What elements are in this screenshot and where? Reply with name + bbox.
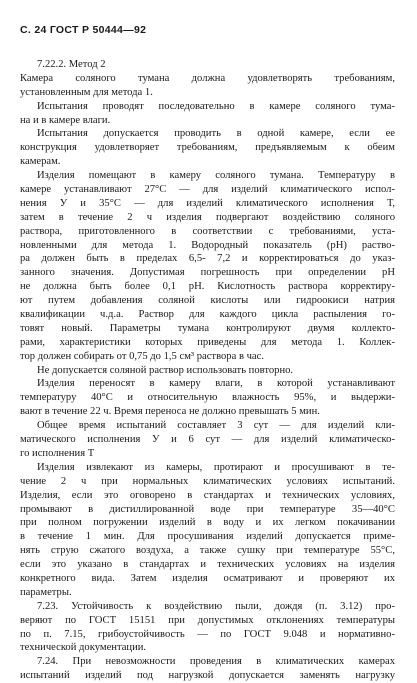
text-line: при полном погружении изделий в воду и их легком покачивании <box>20 517 395 529</box>
text-line: 7.23. Устойчивость к воздействию пыли, дождя (п. 3.12) про- <box>37 600 395 612</box>
text-line: вают в течение 22 ч. Время переноса не должно превышать 5 мин. <box>20 406 320 418</box>
text-line: занного значения. Допустимая погрешность при определении pH <box>20 267 395 279</box>
text-line: по п. 7.15, грибоустойчивость — по ГОСТ 9.048 и нормативно- <box>20 628 395 640</box>
text-line: не должна быть более 0,1 pH. Кислотность раствора корректиру- <box>20 281 395 293</box>
text-line: веряют по ГОСТ 15151 при допустимых отклонениях температуры <box>20 614 395 626</box>
text-line: Камера соляного тумана должна удовлетворять требованиям, <box>20 72 395 84</box>
text-line: чение 2 ч при нормальных климатических условиях испытаний. <box>20 475 395 487</box>
text-line: параметры. <box>20 586 72 598</box>
text-line: конструкция удовлетворяет требованиям, предъявляемым к обеим <box>20 142 395 154</box>
text-line: конкретного вида. Затем изделия осматривают и проверяют их <box>20 572 395 584</box>
text-line: новленными для метода 1. Водородный показатель (pH) раство- <box>20 239 395 251</box>
text-line: нения У и 35°С — для изделий климатического исполнения Т, <box>20 197 395 209</box>
text-line: Изделия, если это оговорено в стандартах и технических условиях, <box>20 489 395 501</box>
text-line: товят новый. Параметры тумана контролируют двумя коллекто- <box>20 322 395 334</box>
text-line: камерам. <box>20 156 61 168</box>
text-line: 7.24. При невозможности проведения в климатических камерах <box>37 656 395 668</box>
text-line: если это указано в стандартах и технических условиях на изделия <box>20 559 395 571</box>
text-line: ют путем добавления соляной кислоты или гидроокиси натрия <box>20 295 395 307</box>
text-line: Изделия извлекают из камеры, протирают и просушивают в те- <box>37 461 395 473</box>
text-line: нять струю сжатого воздуха, а также сушку при температуре 55°С, <box>20 545 395 557</box>
text-line: раствора, приготовленного в соответствии с требованиями, уста- <box>20 225 395 237</box>
text-line: ра должен быть в пределах 6,5- 7,2 и корректироваться до указ- <box>20 253 395 265</box>
text-line: затем в течение 2 ч изделия подвергают воздействию соляного <box>20 211 395 223</box>
page-header: С. 24 ГОСТ Р 50444—92 <box>20 24 147 36</box>
text-line: Общее время испытаний составляет 3 сут — для изделий кли- <box>37 420 395 432</box>
text-line: камере устанавливают 27°С — для изделий климатического испол- <box>20 184 395 196</box>
text-line: 7.22.2. Метод 2 <box>37 59 106 70</box>
text-line: температуру 40°С и относительную влажность 95%, и выдержи- <box>20 392 395 404</box>
text-line: испытаний изделий под нагрузкой допускается заменять нагрузку <box>20 670 395 682</box>
text-line: в течение 1 мин. Для просушивания изделий допускается приме- <box>20 531 395 543</box>
text-line: технической документации. <box>20 642 147 654</box>
text-line: на и в камере влаги. <box>20 114 111 126</box>
text-line: Не допускается соляной раствор использовать повторно. <box>37 364 294 376</box>
text-line: установленным для метода 1. <box>20 86 153 98</box>
text-line: промывают в дистиллированной воде при температуре 35—40°С <box>20 503 395 515</box>
text-line: Испытания допускается проводить в одной камере, если ее <box>37 128 395 140</box>
text-line: Испытания проводят последовательно в камере соляного тума- <box>37 100 395 112</box>
text-line: рами, характеристики которых приведены для метода 1. Коллек- <box>20 336 395 348</box>
text-line: тор должен собирать от 0,75 до 1,5 см³ раствора в час. <box>20 350 264 362</box>
text-line: Изделия переносят в камеру влаги, в которой устанавливают <box>37 378 395 390</box>
text-line: матического исполнения У и 6 сут — для изделий климатическо- <box>20 434 395 446</box>
text-line: квалификации ч.д.а. Раствор для каждого цикла распыления го- <box>20 309 395 321</box>
text-line: го исполнения Т <box>20 447 95 459</box>
document-body <box>20 58 395 683</box>
text-line: Изделия помещают в камеру соляного тумана. Температуру в <box>37 170 395 182</box>
